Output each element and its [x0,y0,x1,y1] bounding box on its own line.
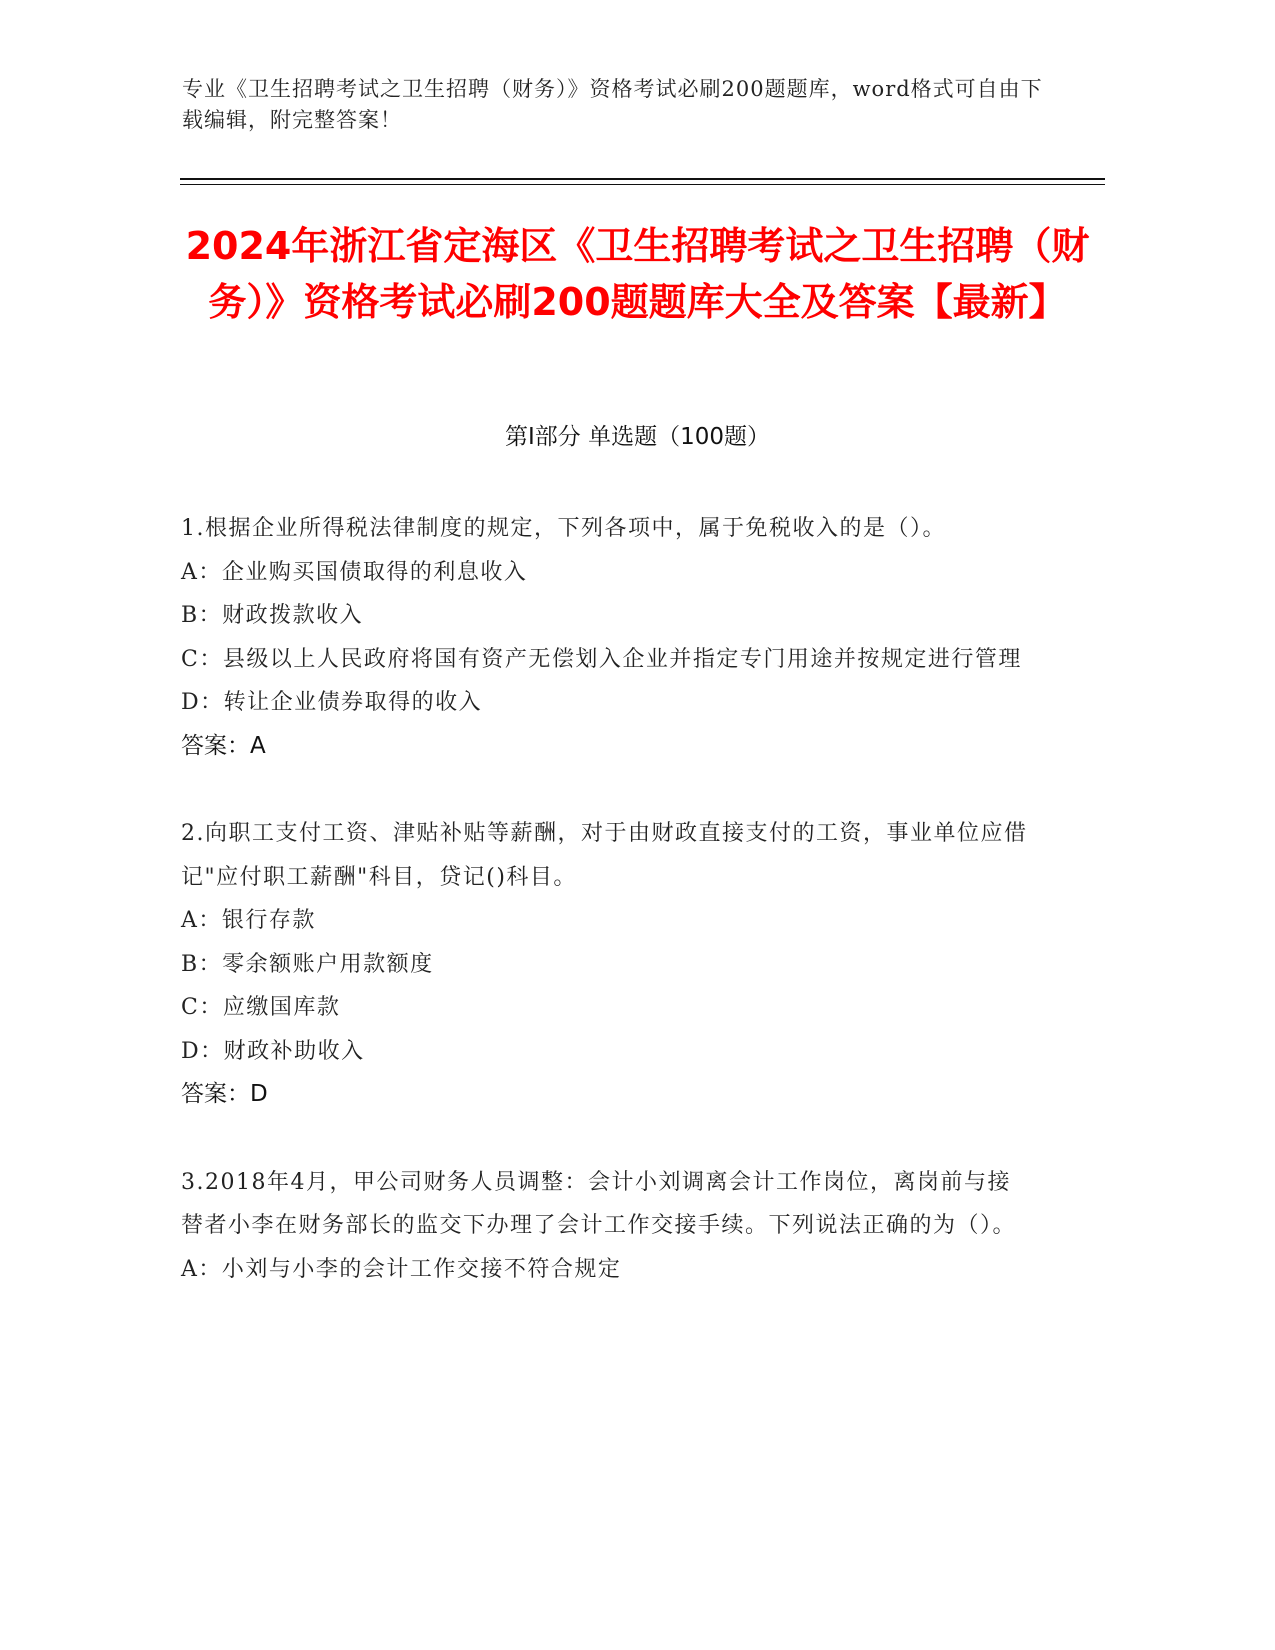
answer: 答案：A [181,732,266,759]
question-3 [181,1161,1031,1292]
answer: 答案：D [181,1081,268,1107]
question-stem: 3.2018年4月，甲公司财务人员调整：会计小刘调离会计工作岗位，离岗前与接替者小李在财务部长的监交下办理了会计工作交接手续。下列说法正确的为（）。 [181,1169,1017,1238]
option-a: A：小刘与小李的会计工作交接不符合规定 [181,1256,622,1282]
option-c: C：县级以上人民政府将国有资产无偿划入企业并指定专门用途并按规定进行管理 [181,646,1022,672]
option-b: B：财政拨款收入 [181,603,364,628]
section-title: 第Ⅰ部分 单选题（100题） [505,424,770,450]
option-a: A：企业购买国债取得的利息收入 [181,559,528,585]
question-stem: 2.向职工支付工资、津贴补贴等薪酬，对于由财政直接支付的工资，事业单位应借记"应付职工薪酬"科目，贷记()科目。 [181,821,1028,890]
option-b: B：零余额账户用款额度 [181,951,434,977]
question-2 [181,812,1031,1117]
question-stem: 1.根据企业所得税法律制度的规定，下列各项中，属于免税收入的是（）。 [181,516,946,541]
question-1 [181,507,1031,768]
header-divider-thick [180,178,1105,180]
option-c: C：应缴国库款 [181,995,341,1020]
header-note: 专业《卫生招聘考试之卫生招聘（财务）》资格考试必刷200题题库，word格式可自由下载编辑，附完整答案！ [182,77,1043,132]
question-list [181,507,1031,1335]
document-title: 2024年浙江省定海区《卫生招聘考试之卫生招聘（财务）》资格考试必刷200题题库大全及答案【最新】 [185,224,1090,324]
header-divider-thin [180,184,1105,185]
option-d: D：转让企业债券取得的收入 [181,690,483,715]
option-a: A：银行存款 [181,908,316,933]
option-d: D：财政补助收入 [181,1038,365,1064]
